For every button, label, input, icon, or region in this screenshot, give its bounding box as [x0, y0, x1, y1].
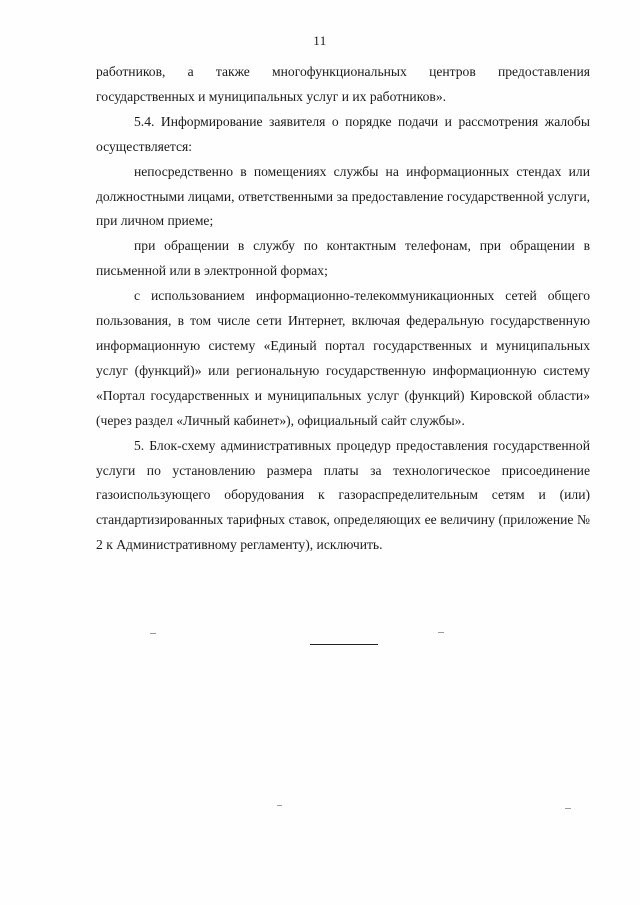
paragraph-continuation: работников, а также многофункциональных центров предоставления государственных и муниципальных услуг и их работников».: [96, 64, 590, 104]
paragraph-phone-contact: при обращении в службу по контактным телефонам, при обращении в письменной или в электронной формах;: [96, 238, 590, 279]
page-number: 11: [313, 33, 327, 48]
paragraph-5-block-scheme: 5. Блок-схему административных процедур предоставления государственной услуги по установлению размера платы за технологическое присоединение газоиспользующего оборудования к газораспределительным сетям и (или) стандартизированных тарифных ставок, определяющих ее величину (приложение № 2 к Административному регламенту), исключить.: [96, 437, 590, 553]
paragraph-5-4-informing: 5.4. Информирование заявителя о порядке подачи и рассмотрения жалобы осуществляется:: [96, 113, 590, 154]
scan-speck: [277, 805, 282, 806]
paragraph-info-stands: непосредственно в помещениях службы на информационных стендах или должностными лицами, ответственными за предоставление государственной услуги, при личном приеме;: [96, 163, 590, 229]
end-divider-line: [310, 644, 378, 645]
scan-speck: [438, 632, 444, 633]
document-body: [96, 60, 590, 558]
scan-speck: [150, 633, 156, 634]
paragraph-internet: с использованием информационно-телекоммуникационных сетей общего пользования, в том числе сети Интернет, включая федеральную государственную информационную систему «Единый портал государственных и муниципальных услуг (функций)» или региональную государственную информационную систему «Портал государственных и муниципальных услуг (функций) Кировской области» (через раздел «Личный кабинет»), официальный сайт службы».: [96, 288, 590, 428]
scan-speck: [565, 808, 571, 809]
